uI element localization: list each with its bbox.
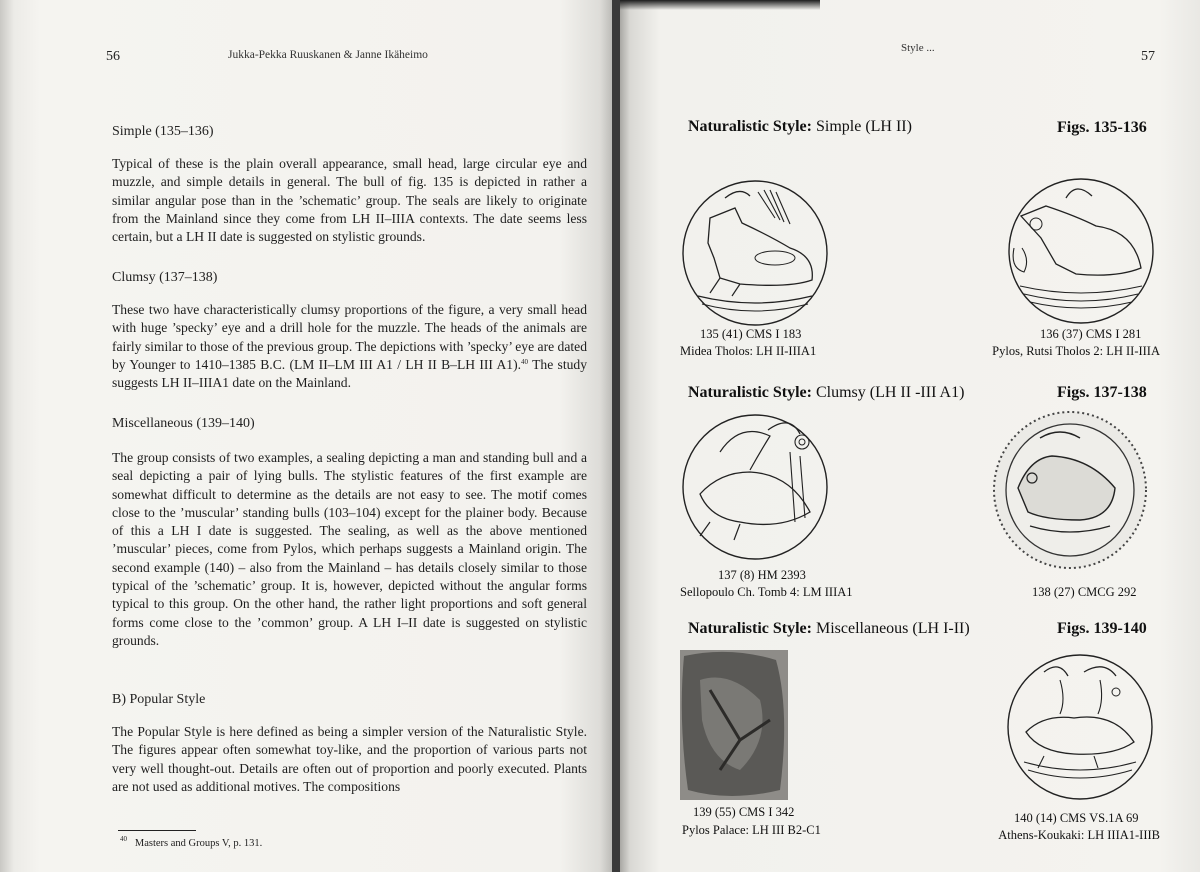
caption-fig-135-line1: 135 (41) CMS I 183 bbox=[700, 327, 802, 341]
seal-drawing-136 bbox=[1006, 176, 1156, 326]
seal-drawing-140 bbox=[1004, 652, 1156, 802]
caption-fig-136-line2: Pylos, Rutsi Tholos 2: LH II-IIIA bbox=[992, 344, 1160, 358]
section-heading-popular-style: B) Popular Style bbox=[112, 692, 206, 707]
caption-fig-138-line1: 138 (27) CMCG 292 bbox=[1032, 585, 1137, 599]
caption-fig-137-line1: 137 (8) HM 2393 bbox=[718, 568, 806, 582]
seal-photo-138 bbox=[990, 408, 1150, 572]
footnote: $^{40}$ Masters and Groups V, p. 131. bbox=[120, 835, 263, 849]
running-head-right: Style ... bbox=[901, 42, 935, 54]
paragraph-popular-style: The Popular Style is here defined as being a simpler version of the Naturalistic Style. The figures appear often somewhat toy-like, and the proportion of various parts not very well thought-out. Details are often out of proportion and poorly executed. Plants are not used as additional motives. The compositions bbox=[112, 724, 587, 794]
sealing-photo-139 bbox=[680, 650, 788, 800]
caption-fig-139-line1: 139 (55) CMS I 342 bbox=[693, 805, 795, 819]
book-gutter bbox=[612, 0, 620, 872]
section-heading-simple: Simple (135–136) bbox=[112, 124, 214, 139]
running-head: Jukka-Pekka Ruuskanen & Janne Ikäheimo bbox=[228, 49, 428, 61]
seal-drawing-135 bbox=[680, 178, 830, 328]
paragraph-miscellaneous: The group consists of two examples, a sealing depicting a man and standing bull and a seal depicting a pair of lying bulls. The stylistic features of the first example are somewhat difficult to determine as the details are not easy to see. The motif comes close to the ’muscular’ standing bulls (103–104) except for the plainer body. Because of this a LH I date is suggested. The sealing, as well as the above mentioned ’muscular’ pieces, come from Pylos, which perhaps suggests a Mainland origin. The second example (140) – also from the Mainland – has details closely similar to those typical of the ’schematic’ group. It is, however, depicted without the angular forms typical to this group. On the other hand, the rather light proportions and soft general forms come close to the ’common’ group. A LH I–II date is suggested on stylistic grounds. bbox=[112, 450, 587, 648]
footnote-ref: 40 bbox=[521, 357, 529, 366]
footnote-rule bbox=[118, 830, 196, 831]
paragraph-clumsy: These two have characteristically clumsy proportions of the figure, a very small head with huge ’specky’ eye and a drill hole for the muzzle. The heads of the animals are fairly similar to those of the previous group. The depictions with ’specky’ eye are dated by Younger to 1410–1385 B.C. (LM II–LM III A1 / LH II B–LH III A1).$^{40}$ The study suggests LH II–IIIA1 date on the Mainland. bbox=[112, 302, 587, 391]
page-number-right: 57 bbox=[1141, 49, 1155, 64]
caption-fig-140-line2: Athens-Koukaki: LH IIIA1-IIIB bbox=[998, 828, 1160, 842]
section-heading-miscellaneous: Miscellaneous (139–140) bbox=[112, 416, 255, 431]
caption-fig-136-line1: 136 (37) CMS I 281 bbox=[1040, 327, 1142, 341]
paragraph-simple: Typical of these is the plain overall appearance, small head, large circular eye and muzzle, and simple details in general. The bull of fig. 135 is depicted in rather a similar angular pose than in the ’schematic’ group. The seals are likely to originate from the Mainland since they come from LH II–IIIA contexts. The date seems less certain, but a LH II date is suggested on stylistic grounds. bbox=[112, 156, 587, 245]
caption-fig-139-line2: Pylos Palace: LH III B2-C1 bbox=[682, 823, 821, 837]
figure-group-heading: Naturalistic Style: Miscellaneous (LH I-II) bbox=[688, 620, 970, 637]
page-shadow bbox=[620, 0, 820, 10]
figure-numbers: Figs. 137-138 bbox=[1057, 384, 1147, 401]
figure-numbers: Figs. 135-136 bbox=[1057, 119, 1147, 136]
caption-fig-137-line2: Sellopoulo Ch. Tomb 4: LM IIIA1 bbox=[680, 585, 853, 599]
page-number: 56 bbox=[106, 49, 120, 64]
caption-fig-140-line1: 140 (14) CMS VS.1A 69 bbox=[1014, 811, 1139, 825]
figure-group-heading: Naturalistic Style: Simple (LH II) bbox=[688, 118, 912, 135]
figure-group-heading: Naturalistic Style: Clumsy (LH II -III A1) bbox=[688, 384, 965, 401]
seal-drawing-137 bbox=[680, 412, 830, 562]
figure-numbers: Figs. 139-140 bbox=[1057, 620, 1147, 637]
section-heading-clumsy: Clumsy (137–138) bbox=[112, 270, 218, 285]
caption-fig-135-line2: Midea Tholos: LH II-IIIA1 bbox=[680, 344, 817, 358]
